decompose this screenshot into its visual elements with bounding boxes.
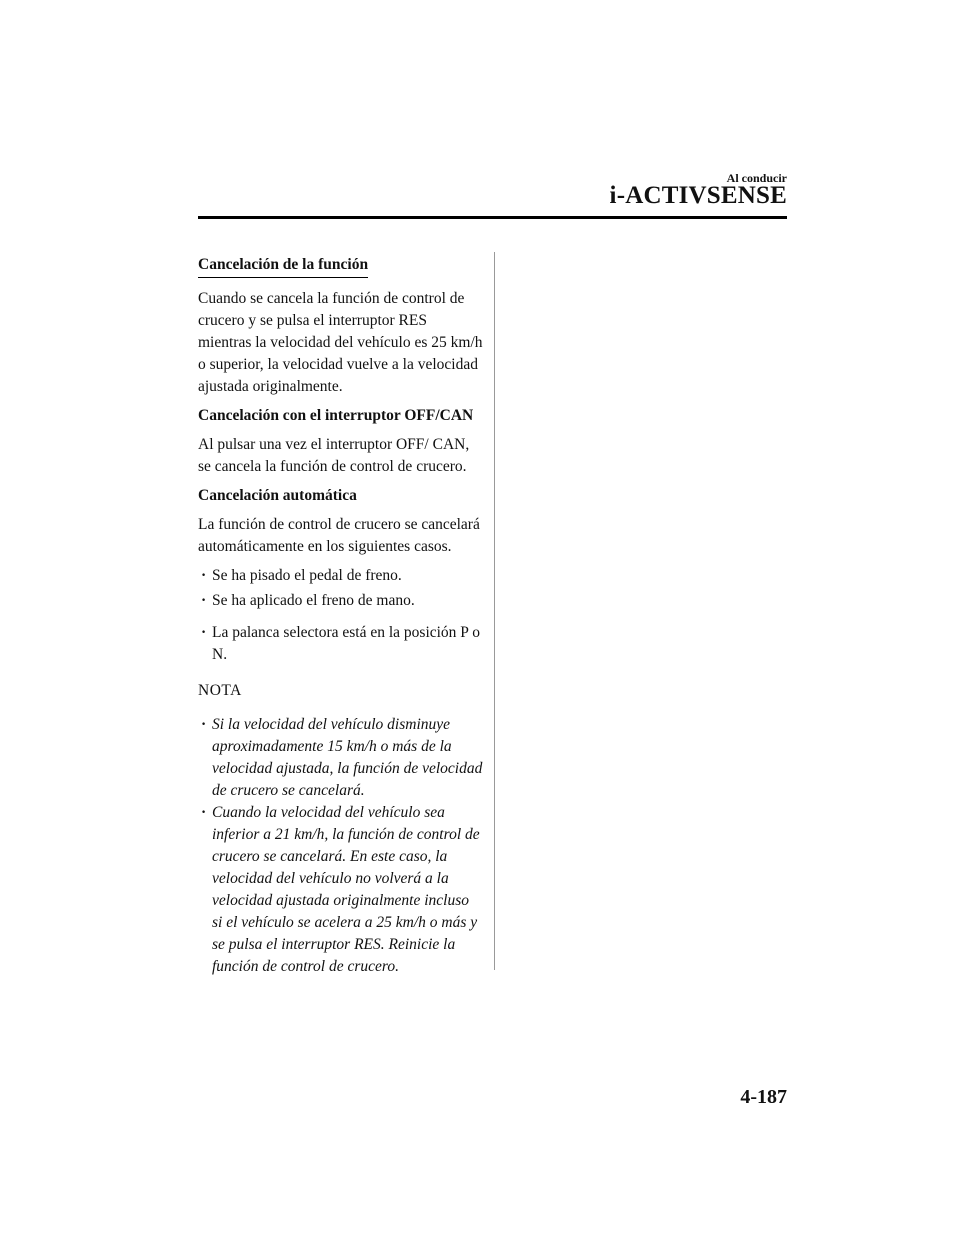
auto-cancel-list (198, 565, 483, 666)
offcan-paragraph: Al pulsar una vez el interruptor OFF/ CAN, se cancela la función de control de crucero. (198, 436, 470, 475)
list-item: · La palanca selectora está en la posición P o N. (198, 622, 483, 666)
note-item: · Si la velocidad del vehículo disminuye aproximadamente 15 km/h o más de la velocidad ajustada, la función de velocidad de crucero se cancelará. (198, 714, 483, 802)
section-label: Al conducir (726, 171, 787, 185)
list-item: · Se ha aplicado el freno de mano. (198, 590, 483, 612)
cancel-heading: Cancelación de la función (198, 254, 368, 278)
auto-paragraph: La función de control de crucero se cancelará automáticamente en los siguientes casos. (198, 516, 480, 555)
note-list (198, 714, 483, 978)
list-item: · Se ha pisado el pedal de freno. (198, 565, 483, 587)
note-item: · Cuando la velocidad del vehículo sea inferior a 21 km/h, la función de control de crucero se cancelará. En este caso, la velocidad del vehículo no volverá a la velocidad ajustada originalmente incluso si el vehículo se acelera a 25 km/h o más y se pulsa el interruptor RES. Reinicie la función de control de crucero. (198, 802, 483, 978)
header-rule (198, 216, 787, 219)
cancel-paragraph: Cuando se cancela la función de control de crucero y se pulsa el interruptor RES mientras la velocidad del vehículo es 25 km/h o superior, la velocidad vuelve a la velocidad ajustada originalmente. (198, 290, 483, 395)
column-divider (494, 252, 495, 970)
offcan-heading: Cancelación con el interruptor OFF/CAN (198, 407, 474, 424)
page-number: 4-187 (740, 1086, 787, 1108)
left-column (198, 254, 483, 988)
note-label: NOTA (198, 682, 242, 699)
auto-heading: Cancelación automática (198, 487, 357, 504)
chapter-title: i-ACTIVSENSE (609, 182, 787, 209)
